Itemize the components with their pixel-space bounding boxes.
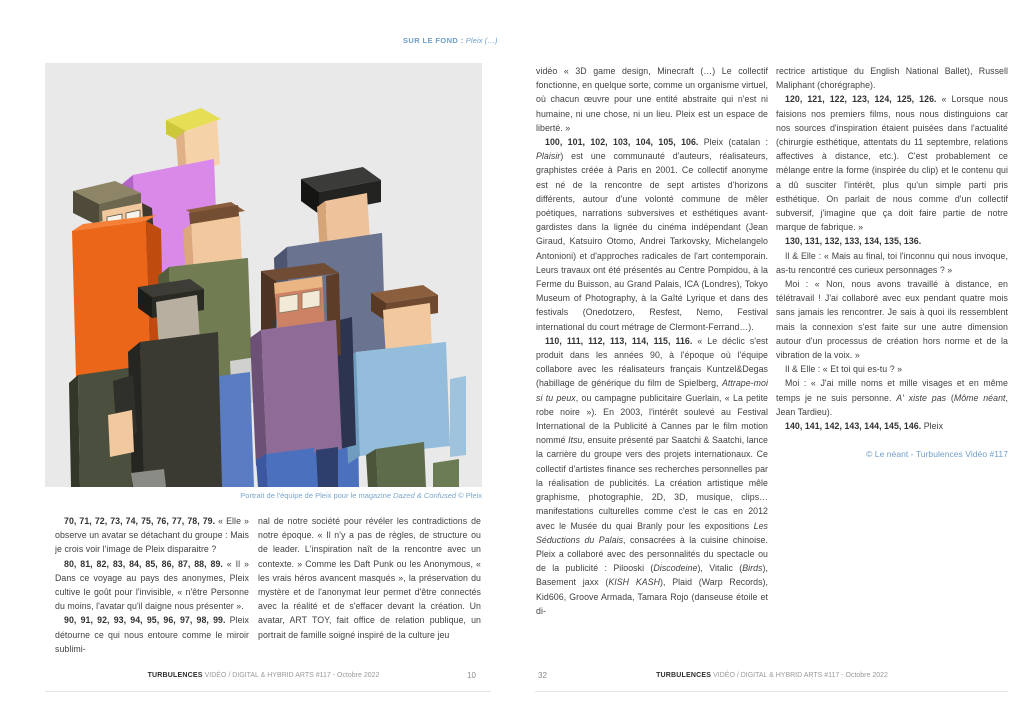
group-portrait-illustration <box>45 63 482 487</box>
text-run: A' xiste pas <box>896 392 947 403</box>
text-run: Attrape-moi si tu peux <box>536 378 768 403</box>
left-page-column-1 <box>55 514 249 668</box>
paragraph <box>536 64 768 135</box>
voxel-people-artwork <box>45 63 482 487</box>
text-run: rectrice artistique du English National Ballet), Russell Maliphant (chorégraphe). <box>776 66 1008 91</box>
text-run: Les Séductions du Palais <box>536 520 768 545</box>
text-run: Il & Elle : « Mais au final, toi l'inconnu qui nous invoque, as-tu rencontré ces curieux personnages ? » <box>776 250 1008 275</box>
right-page-footer <box>536 672 1008 679</box>
left-page-column-2 <box>258 514 481 668</box>
text-run: Dazed & Confused <box>393 491 457 500</box>
paragraph <box>776 249 1008 277</box>
text-run: ( <box>946 392 954 403</box>
text-run: 110, 111, 112, 113, 114, 115, 116. <box>545 335 693 346</box>
text-run: 120, 121, 122, 123, 124, 125, 126. <box>785 94 937 105</box>
paragraph <box>55 613 249 656</box>
text-run: , ou campagne publicitaire Guerlain, « La petite robe noire »). En 2003, l'intérêt soulevé au Festival International de la Publicité à Cannes par le film motion nommé <box>536 392 768 446</box>
text-run: « Elle » observe un avatar se détachant du groupe : Mais je crois voir l'image de Pleix disparaitre ? <box>55 516 249 555</box>
text-run: , Jean Tardieu). <box>776 392 1008 417</box>
journal-name: TURBULENCES <box>147 672 203 679</box>
text-run: 100, 101, 102, 103, 104, 105, 106. <box>545 137 699 148</box>
text-run: Môme néant <box>953 392 1006 403</box>
artwork-credit: © Le néant - Turbulences Vidéo #117 <box>866 449 1008 460</box>
paragraph <box>776 234 1008 248</box>
text-run: « Lorsque nous faisions nos premiers films, nous nous distinguions car nos sources d'inspiration étaient puisées dans l'actualité (chirurgie esthétique, attentats du 11 septembre, relations affectives à distance, etc.). C'est probablement ce mélange entre la forme (inspirée du clip) et le contenu qui a dû susciter l'intérêt, plus qu'un simple parti pris esthétique. On parlait de nous comme d'un collectif subversif, j'imagine que ça doit faire partie de notre marque de fabrique. » <box>776 94 1008 233</box>
text-run: , ensuite présenté par Saatchi & Saatchi, lance la carrière du groupe vers des projets internationaux. Ce collectif d'artistes finance ses recherches personnelles par la réalisation de publicités. La création artistique mêle graphisme, photographie, 2D, 3D, musique, clips… manifestations culturelles comme c'est le cas en 2012 avec le Musée du quai Branly pour les expositions <box>536 435 768 531</box>
text-run: Itsu <box>568 435 583 446</box>
text-run: Discodeine <box>653 563 698 574</box>
text-run: 90, 91, 92, 93, 94, 95, 96, 97, 98, 99. <box>64 615 226 626</box>
section-title: Pleix (…) <box>463 36 498 45</box>
text-run: « Le déclic s'est produit dans les années 90, à l'époque où l'équipe collabore avec les réalisateurs français Kuntzel&Degas (habillage de générique du film de Spielberg, <box>536 335 768 389</box>
paragraph <box>776 92 1008 234</box>
text-run: Il & Elle : « Et toi qui es-tu ? » <box>785 364 903 375</box>
journal-name: TURBULENCES <box>656 672 712 679</box>
text-run: © Pleix <box>456 491 482 500</box>
paragraph <box>776 419 1008 433</box>
paragraph <box>536 135 768 334</box>
paragraph <box>258 514 481 642</box>
left-page-footer <box>45 672 482 679</box>
paragraph <box>55 557 249 614</box>
text-run: , consacrées à la cuisine chinoise. Pleix a collaboré avec des personnalités du spectacle ou de la publicité : Pilooski ( <box>536 534 768 574</box>
text-run: nal de notre société pour révéler les contradictions de notre époque. « Il n'y a pas de règles, de structure ou de leader. L'inspiration naît de la rencontre avec un contexte. » Comme les Daft Punk ou les Anonymous, « les vrais héros avancent masqués », la préservation du mystère et de l'anonymat leur permet d'être connectés avec la réalité et de s'effacer devant la création. Un avatar, ART TOY, fait office de relation publique, un portrait de famille soigné inspiré de la culture jeu <box>258 516 481 640</box>
text-run: Moi : « Non, nous avons travaillé à distance, en télétravail ! J'ai collaboré avec eux pendant quatre mois sans jamais les rencontrer. Je sais à quoi ils ressemblent mais la connexion s'est faite sur une autre dimension autour d'un processus de création hors norme et de la vibration de la voix. » <box>776 279 1008 361</box>
text-run: 70, 71, 72, 73, 74, 75, 76, 77, 78, 79. <box>64 516 216 526</box>
text-run: ), Plaid (Warp Records), Kid606, Groove Armada, Tamara Rojo (danseuse étoile et di- <box>536 577 768 616</box>
text-run: 140, 141, 142, 143, 144, 145, 146. <box>785 421 922 432</box>
footer-divider-left <box>45 691 491 692</box>
paragraph <box>776 64 1008 92</box>
text-run: ), Vitalic ( <box>697 563 743 574</box>
text-run: Pleix <box>921 421 944 432</box>
right-page-column-2 <box>776 64 1008 670</box>
text-run: vidéo « 3D game design, Minecraft (…) Le collectif fonctionne, en quelque sorte, comme un organisme virtuel, où chacun œuvre pour une entité abstraite qui n'est ni humaine, ni une chose, ni un lieu. Pleix est un espace de liberté. » <box>536 66 768 133</box>
text-run: KISH KASH <box>608 577 660 588</box>
text-run: 80, 81, 82, 83, 84, 85, 86, 87, 88, 89. <box>64 558 223 569</box>
text-run: « Il » Dans ce voyage au pays des anonymes, Pleix cultive le goût pour l'invisible, « n'être Personne du moins, l'avatar qu'il daigne nous présenter ». <box>55 558 249 612</box>
text-run: Pleix (catalan : <box>698 137 768 148</box>
paragraph <box>776 362 1008 376</box>
text-run: 130, 131, 132, 133, 134, 135, 136. <box>785 236 922 247</box>
journal-issue: VIDÉO / DIGITAL & HYBRID ARTS #117 - Octobre 2022 <box>711 672 888 679</box>
footer-divider-right <box>535 691 1008 692</box>
section-label: SUR LE FOND : <box>403 36 464 45</box>
text-run: Pleix détourne ce qui nous entoure comme le miroir sublimi- <box>55 615 249 654</box>
page-number-right: 32 <box>538 671 547 680</box>
text-run: Moi : « J'ai mille noms et mille visages et en même temps je ne suis personne. <box>776 378 1008 403</box>
paragraph <box>55 514 249 557</box>
paragraph <box>776 277 1008 362</box>
text-run: ), Basement jaxx ( <box>536 563 768 588</box>
text-run: Birds <box>742 563 763 574</box>
right-page-column-1 <box>536 64 768 670</box>
section-header <box>403 36 498 45</box>
text-run: ) est une communauté d'auteurs, réalisateurs, graphistes créée à Paris en 2001. Ce collectif anonyme est né de la rencontre de sept artistes d'horizons différents, autour d'une volonté commune de mêler poétiques, narrations subversives et esthétiques avant-gardistes dans la lignée du cinéma indépendant (Jean Giraud, Katsuiro Otomo, Andrei Tarkovsky, Michelangelo Antonioni) et d'approches radicales de l'art contemporain. Leurs travaux ont été présentés au Centre Pompidou, à la Ferme du Buisson, au Grand Palais, ICA (Londres), Tokyo Museum of Photography, à la Gaîté Lyrique et dans des festivals (Onedotzero, Resfest, Nemo, Festival international du court métrage de Clermont-Ferrand…). <box>536 151 768 332</box>
page-number-left: 10 <box>467 671 476 680</box>
text-run: Portrait de l'équipe de Pleix pour le magazine <box>240 491 394 500</box>
image-caption <box>45 491 482 500</box>
paragraph <box>776 376 1008 419</box>
paragraph <box>536 334 768 618</box>
journal-issue: VIDÉO / DIGITAL & HYBRID ARTS #117 - Octobre 2022 <box>202 672 380 679</box>
text-run: Plaisir <box>536 151 561 162</box>
